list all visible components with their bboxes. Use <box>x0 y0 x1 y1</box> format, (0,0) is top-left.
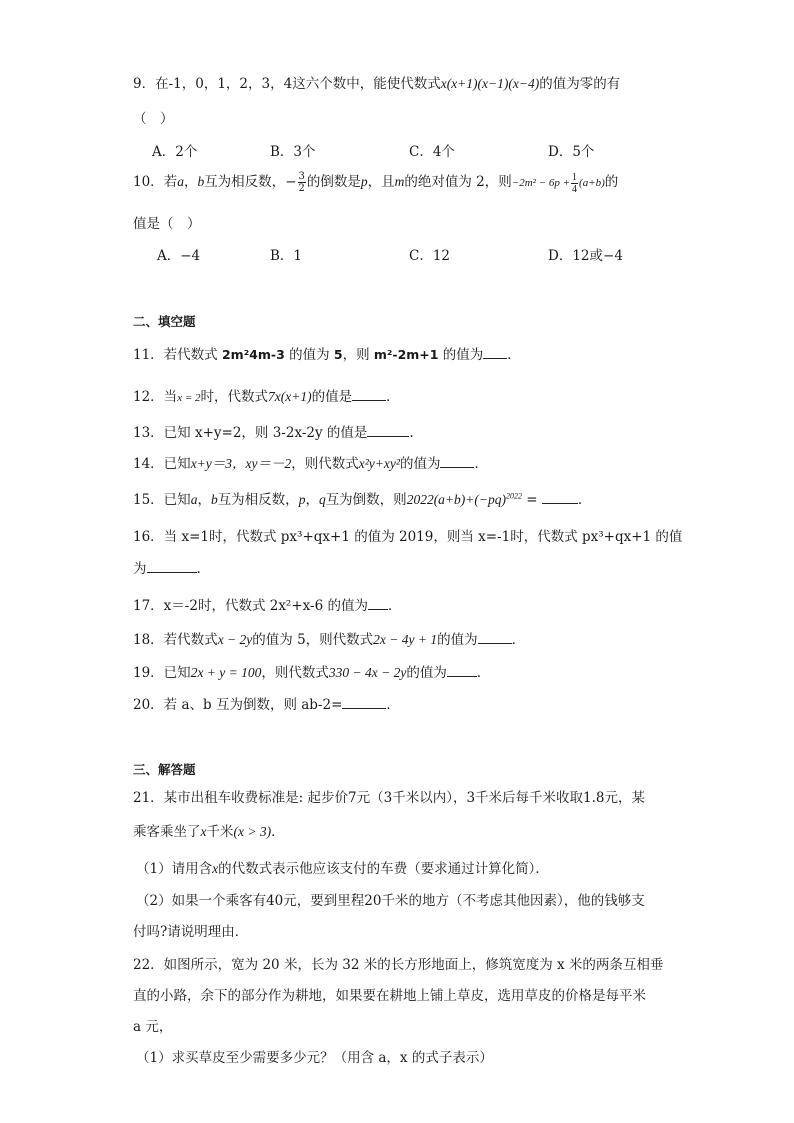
q10-expression: −2m² − 6p + $\frac{1}{4}$ (a+b) <box>511 171 605 195</box>
section-solutions-heading: 三、解答题 <box>133 762 196 777</box>
answer-blank[interactable] <box>342 695 386 709</box>
q9-option-b: B．3个 <box>270 144 316 160</box>
question-17: 17．x＝-2时，代数式 2x²+x-6 的值为 ． <box>133 598 402 614</box>
q9-option-a: A．2个 <box>152 144 198 160</box>
question-22-line2: 直的小路，余下的部分作为耕地，如果要在耕地上铺上草皮，选用草皮的价格是每平米 <box>133 988 646 1004</box>
question-12: 12．当x = 2时，代数式7x(x+1)的值是 ． <box>133 389 400 405</box>
question-11: 11．若代数式 2m²4m-3 的值为 5，则 m²-2m+1 的值为 ． <box>133 347 521 363</box>
answer-blank[interactable] <box>440 454 474 468</box>
answer-blank[interactable] <box>447 663 477 677</box>
question-9-paren: （ ） <box>133 111 174 127</box>
question-21: 21．某市出租车收费标准是: 起步价7元（3千米以内），3千米后每千米收取1.8元，某 <box>133 790 646 806</box>
question-15: 15．已知a，b互为相反数，p，q互为倒数，则$2022(a+b)+(-pq)^{2022}$ = ． <box>133 491 592 508</box>
q10-option-a: A．−4 <box>157 248 201 264</box>
q10-option-c: C．12 <box>409 248 451 264</box>
question-9: 9．在-1，0，1，2，3，4这六个数中，能使代数式x(x+1)(x−1)(x−4)的值为零的有 <box>133 76 621 92</box>
q9-option-c: C．4个 <box>409 144 455 160</box>
question-22: 22．如图所示，宽为 20 米，长为 32 米的长方形地面上，修筑宽度为 x 米的两条互相垂 <box>133 957 664 973</box>
question-10-line2: 值是（ ） <box>133 216 201 232</box>
question-16-line2: 为 . <box>133 561 201 577</box>
q9-expression: x(x+1)(x−1)(x−4) <box>440 76 540 91</box>
section-fill-in-heading: 二、填空题 <box>133 314 196 329</box>
question-20: 20．若 a、b 互为倒数，则 ab-2= ． <box>133 697 400 713</box>
q10-fraction: $\frac{3}{2}$ <box>298 171 305 194</box>
question-14: 14．已知x+y＝3，xy＝－2，则代数式x²y+xy²的值为 ． <box>133 456 488 472</box>
question-22-line3: a 元， <box>133 1019 173 1035</box>
answer-blank[interactable] <box>352 387 386 401</box>
answer-blank[interactable] <box>542 490 578 504</box>
question-10: 10．若a，b互为相反数，− $\frac{3}{2}$ 的倒数是p，且m的绝对值为 2，则−2m² − 6p + $\frac{1}{4}$ (a+b)的 <box>133 171 619 195</box>
answer-blank[interactable] <box>368 596 388 610</box>
question-21-part-2-line2: 付吗?请说明理由． <box>133 924 249 940</box>
q9-option-d: D．5个 <box>548 144 595 160</box>
answer-blank[interactable] <box>483 345 507 359</box>
answer-blank[interactable] <box>367 423 409 437</box>
q10-option-b: B．1 <box>270 248 303 264</box>
question-21-part-1: （1）请用含x的代数式表示他应该支付的车费（要求通过计算化简）． <box>136 861 549 877</box>
question-21-line2: 乘客乘坐了x千米(x > 3)． <box>133 824 285 840</box>
question-22-part-1: （1）求买草皮至少需要多少元？（用含 a，x 的式子表示） <box>136 1050 493 1066</box>
answer-blank[interactable] <box>478 630 512 644</box>
question-13: 13．已知 x+y=2，则 3-2x-2y 的值是 . <box>133 425 414 441</box>
question-21-part-2: （2）如果一个乘客有40元，要到里程20千米的地方（不考虑其他因素），他的钱够支 <box>136 893 645 909</box>
answer-blank[interactable] <box>147 559 197 573</box>
question-16: 16．当 x=1时，代数式 px³+qx+1 的值为 2019，则当 x=-1时，代数式 px³+qx+1 的值 <box>133 529 683 545</box>
question-18: 18．若代数式x − 2y的值为 5，则代数式2x − 4y + 1的值为 ． <box>133 632 526 648</box>
q10-option-d: D．12或−4 <box>548 248 623 264</box>
question-19: 19．已知2x + y = 100，则代数式330 − 4x − 2y的值为 ． <box>133 665 491 681</box>
